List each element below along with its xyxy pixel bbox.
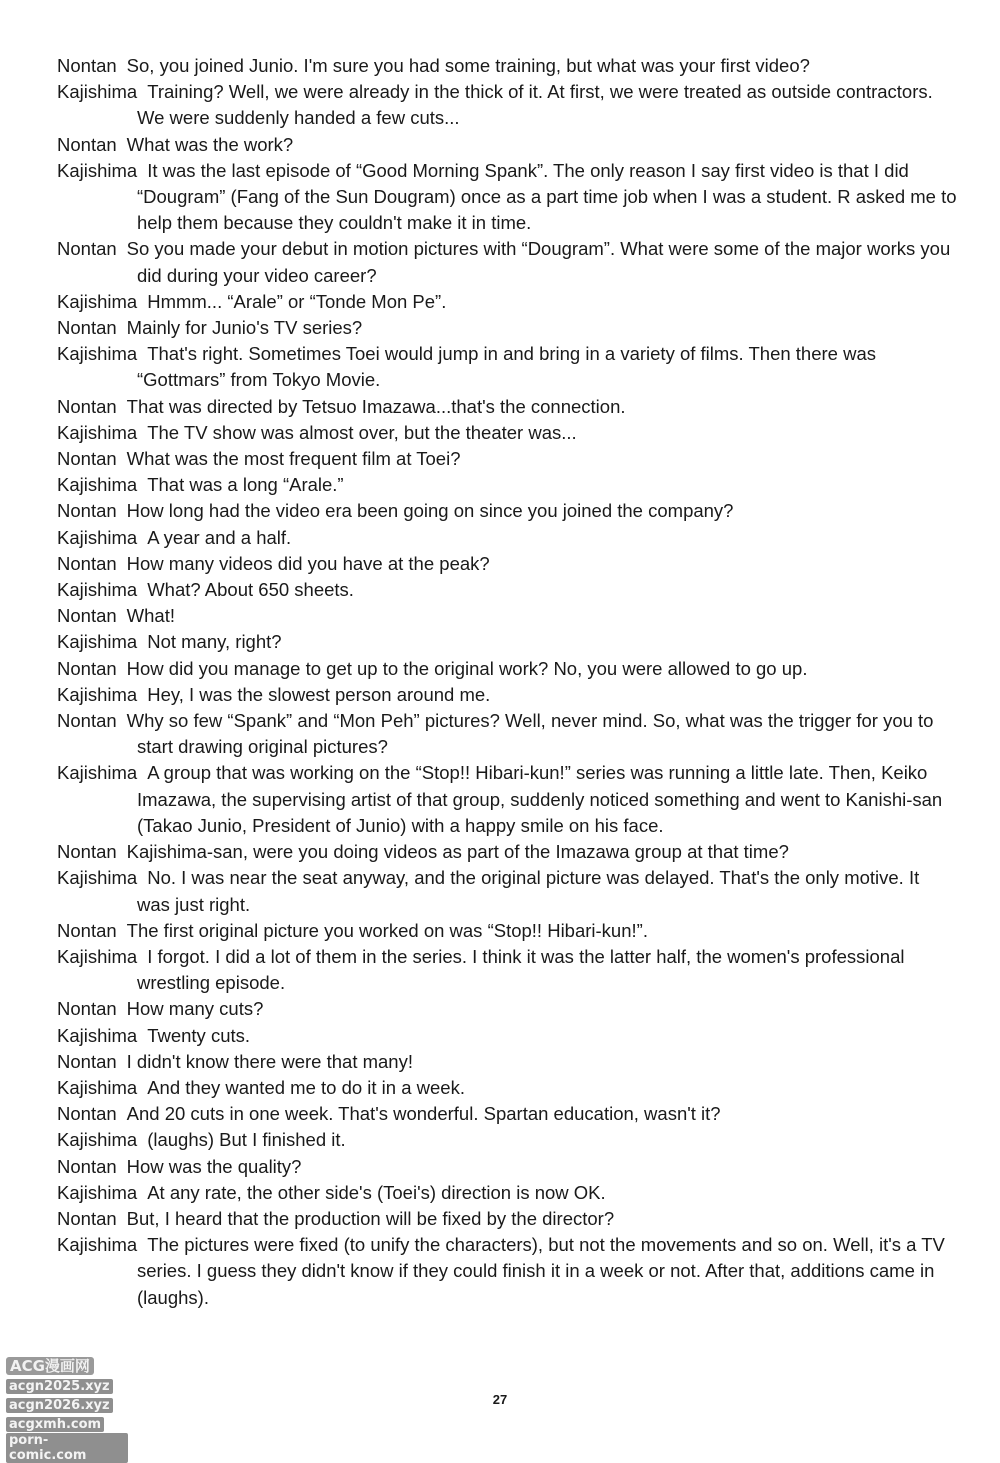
dialogue-line	[57, 944, 957, 996]
dialogue-text: Twenty cuts.	[147, 1024, 251, 1046]
dialogue-line	[57, 1023, 957, 1049]
dialogue-line	[57, 551, 957, 577]
speaker-name: Nontan	[57, 998, 117, 1020]
dialogue-text: I forgot. I did a lot of them in the series. I think it was the latter half, the women's professional wrestling episode.	[137, 945, 905, 994]
speaker-name: Kajishima	[57, 579, 138, 601]
speaker-name: Kajishima	[57, 683, 138, 705]
interview-dialogue	[57, 53, 957, 1311]
dialogue-line	[57, 1180, 957, 1206]
dialogue-text: The TV show was almost over, but the theater was...	[147, 421, 577, 443]
speaker-name: Kajishima	[57, 1129, 138, 1151]
dialogue-line	[57, 420, 957, 446]
speaker-name: Nontan	[57, 605, 117, 627]
dialogue-line	[57, 79, 957, 131]
dialogue-text: What? About 650 sheets.	[147, 579, 354, 601]
dialogue-line	[57, 708, 957, 760]
speaker-name: Nontan	[57, 1050, 117, 1072]
dialogue-text: How did you manage to get up to the original work? No, you were allowed to go up.	[126, 657, 808, 679]
dialogue-text: I didn't know there were that many!	[126, 1050, 413, 1072]
dialogue-line	[57, 603, 957, 629]
dialogue-line	[57, 315, 957, 341]
dialogue-text: The first original picture you worked on was “Stop!! Hibari-kun!”.	[126, 919, 648, 941]
speaker-name: Kajishima	[57, 1076, 138, 1098]
dialogue-line	[57, 1154, 957, 1180]
speaker-name: Nontan	[57, 1155, 117, 1177]
dialogue-text: What was the most frequent film at Toei?	[126, 448, 461, 470]
dialogue-line	[57, 865, 957, 917]
dialogue-text: What!	[126, 605, 175, 627]
dialogue-line	[57, 53, 957, 79]
dialogue-text: No. I was near the seat anyway, and the original picture was delayed. That's the only motive. It was just right.	[137, 867, 920, 915]
dialogue-text: It was the last episode of “Good Morning Spank”. The only reason I say first video is that I did “Dougram” (Fang of the Sun Dougram) once as a part time job when I was a student. R asked me to help them because they couldn't make it in time.	[137, 159, 957, 234]
dialogue-line	[57, 918, 957, 944]
dialogue-line	[57, 341, 957, 393]
dialogue-text: But, I heard that the production will be fixed by the director?	[126, 1207, 615, 1229]
dialogue-text: And they wanted me to do it in a week.	[147, 1076, 465, 1098]
speaker-name: Nontan	[57, 1103, 117, 1125]
speaker-name: Kajishima	[57, 474, 138, 496]
watermark-url: acgn2025.xyz	[6, 1379, 113, 1394]
dialogue-text: A year and a half.	[147, 526, 292, 548]
dialogue-line	[57, 839, 957, 865]
dialogue-text: And 20 cuts in one week. That's wonderful. Spartan education, wasn't it?	[126, 1103, 721, 1125]
dialogue-line	[57, 760, 957, 839]
dialogue-line	[57, 1075, 957, 1101]
dialogue-text: Mainly for Junio's TV series?	[126, 317, 363, 339]
dialogue-text: (laughs) But I finished it.	[147, 1129, 346, 1151]
dialogue-line	[57, 498, 957, 524]
speaker-name: Kajishima	[57, 421, 138, 443]
dialogue-line	[57, 1232, 957, 1311]
dialogue-line	[57, 996, 957, 1022]
speaker-name: Kajishima	[57, 290, 138, 312]
dialogue-text: So you made your debut in motion pictures with “Dougram”. What were some of the major works you did during your video career?	[126, 238, 951, 286]
speaker-name: Kajishima	[57, 159, 138, 181]
dialogue-line	[57, 577, 957, 603]
dialogue-text: Hmmm... “Arale” or “Tonde Mon Pe”.	[147, 290, 447, 312]
watermark-url: porn-comic.com	[6, 1433, 128, 1463]
speaker-name: Nontan	[57, 710, 117, 732]
dialogue-line	[57, 629, 957, 655]
speaker-name: Nontan	[57, 317, 117, 339]
speaker-name: Nontan	[57, 133, 117, 155]
dialogue-line	[57, 446, 957, 472]
dialogue-line	[57, 656, 957, 682]
dialogue-text: How long had the video era been going on since you joined the company?	[126, 500, 734, 522]
dialogue-text: Why so few “Spank” and “Mon Peh” pictures? Well, never mind. So, what was the trigger for you to start drawing original pictures?	[126, 710, 934, 758]
dialogue-line	[57, 1127, 957, 1153]
speaker-name: Kajishima	[57, 1024, 138, 1046]
watermark	[6, 1356, 128, 1463]
watermark-url: acgxmh.com	[6, 1417, 104, 1432]
dialogue-line	[57, 289, 957, 315]
speaker-name: Nontan	[57, 657, 117, 679]
speaker-name: Nontan	[57, 500, 117, 522]
dialogue-text: How many cuts?	[126, 998, 264, 1020]
speaker-name: Nontan	[57, 55, 117, 76]
speaker-name: Kajishima	[57, 343, 138, 365]
speaker-name: Nontan	[57, 552, 117, 574]
speaker-name: Kajishima	[57, 945, 138, 967]
dialogue-line	[57, 525, 957, 551]
speaker-name: Kajishima	[57, 1181, 138, 1203]
speaker-name: Kajishima	[57, 867, 138, 889]
dialogue-text: Training? Well, we were already in the thick of it. At first, we were treated as outside contractors. We were suddenly handed a few cuts...	[137, 81, 933, 129]
speaker-name: Kajishima	[57, 762, 138, 784]
dialogue-line	[57, 682, 957, 708]
dialogue-line	[57, 236, 957, 288]
dialogue-line	[57, 472, 957, 498]
dialogue-text: Not many, right?	[147, 631, 282, 653]
dialogue-line	[57, 1049, 957, 1075]
dialogue-line	[57, 132, 957, 158]
speaker-name: Nontan	[57, 395, 117, 417]
speaker-name: Nontan	[57, 448, 117, 470]
dialogue-line	[57, 1101, 957, 1127]
page-number: 27	[492, 1392, 508, 1407]
watermark-logo: ACG漫画网	[6, 1357, 94, 1375]
dialogue-text: So, you joined Junio. I'm sure you had some training, but what was your first video?	[126, 55, 810, 76]
dialogue-line	[57, 158, 957, 237]
dialogue-line	[57, 1206, 957, 1232]
dialogue-text: How was the quality?	[126, 1155, 302, 1177]
speaker-name: Kajishima	[57, 1234, 138, 1256]
dialogue-text: That's right. Sometimes Toei would jump in and bring in a variety of films. Then there was “Gottmars” from Tokyo Movie.	[137, 343, 877, 391]
dialogue-text: What was the work?	[126, 133, 294, 155]
dialogue-line	[57, 394, 957, 420]
dialogue-text: Kajishima-san, were you doing videos as part of the Imazawa group at that time?	[126, 841, 789, 863]
speaker-name: Nontan	[57, 1207, 117, 1229]
speaker-name: Nontan	[57, 841, 117, 863]
dialogue-text: The pictures were fixed (to unify the characters), but not the movements and so on. Well, it's a TV series. I guess they didn't know if they could finish it in a week or not. After that, additions came in (laughs).	[137, 1234, 945, 1308]
dialogue-text: A group that was working on the “Stop!! Hibari-kun!” series was running a little late. Then, Keiko Imazawa, the supervising artist of that group, suddenly noticed something and went to Kanishi-san (Takao Junio, President of Junio) with a happy smile on his face.	[137, 762, 943, 836]
dialogue-text: Hey, I was the slowest person around me.	[147, 683, 491, 705]
speaker-name: Kajishima	[57, 526, 138, 548]
speaker-name: Nontan	[57, 919, 117, 941]
dialogue-text: That was directed by Tetsuo Imazawa...that's the connection.	[126, 395, 626, 417]
speaker-name: Kajishima	[57, 631, 138, 653]
dialogue-text: How many videos did you have at the peak?	[126, 552, 490, 574]
watermark-url: acgn2026.xyz	[6, 1398, 113, 1413]
speaker-name: Kajishima	[57, 81, 138, 103]
speaker-name: Nontan	[57, 238, 117, 260]
dialogue-text: That was a long “Arale.”	[147, 474, 344, 496]
dialogue-text: At any rate, the other side's (Toei's) direction is now OK.	[147, 1181, 606, 1203]
